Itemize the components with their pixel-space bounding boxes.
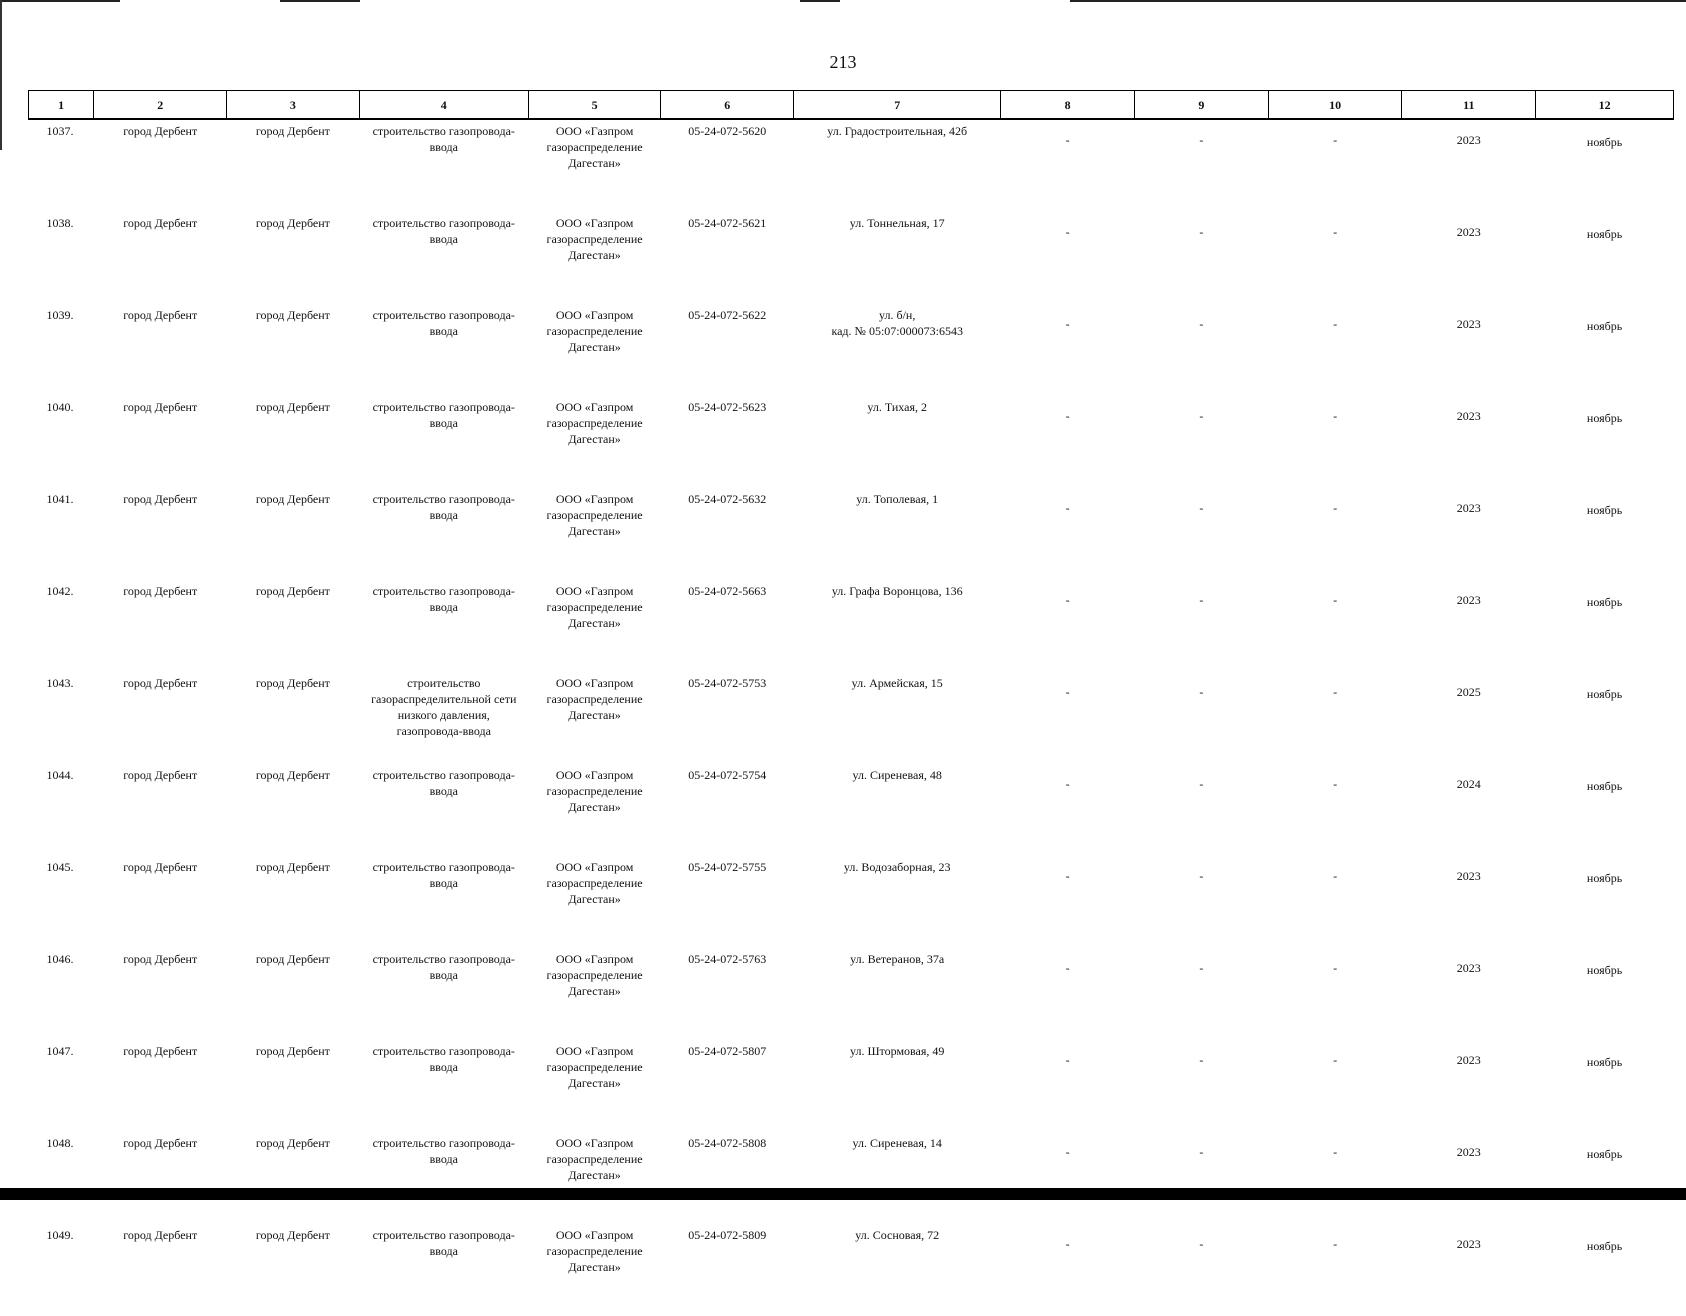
table-row [29,304,1674,396]
row-number: 1047. [46,1044,74,1058]
table-row [29,1040,1674,1132]
column-9-value: - [1199,501,1204,515]
municipality: город Дербент [123,952,198,966]
column-header: 11 [1402,91,1536,120]
row-number: 1040. [46,400,74,414]
address: ул. Градостроительная, 42б [827,124,968,138]
column-10-value: - [1333,593,1338,607]
municipality: город Дербент [123,584,198,598]
municipality: город Дербент [123,1136,198,1150]
month: ноябрь [1586,595,1623,609]
organization: ООО «Газпром газораспределение Дагестан» [546,1136,643,1182]
column-9-value: - [1199,593,1204,607]
address: ул. Армейская, 15 [851,676,943,690]
row-number: 1048. [46,1136,74,1150]
municipality: город Дербент [123,216,198,230]
municipality: город Дербент [123,124,198,138]
work-type: строительство газопровода-ввода [372,308,515,338]
table-row [29,948,1674,1040]
row-number: 1045. [46,860,74,874]
registry-number: 05-24-072-5807 [688,1044,767,1058]
work-type: строительство газопровода-ввода [372,124,515,154]
column-header: 5 [528,91,661,120]
year: 2023 [1456,593,1481,607]
column-8-value: - [1065,225,1070,239]
address: ул. Тоннельная, 17 [849,216,945,230]
month: ноябрь [1586,1239,1623,1253]
work-type: строительство газопровода-ввода [372,1044,515,1074]
settlement: город Дербент [255,1044,330,1058]
organization: ООО «Газпром газораспределение Дагестан» [546,860,643,906]
settlement: город Дербент [255,952,330,966]
address: ул. Сосновая, 72 [855,1228,940,1242]
column-header: 10 [1268,91,1402,120]
settlement: город Дербент [255,860,330,874]
row-number: 1039. [46,308,74,322]
organization: ООО «Газпром газораспределение Дагестан» [546,492,643,538]
column-10-value: - [1333,869,1338,883]
year: 2025 [1456,685,1481,699]
column-10-value: - [1333,409,1338,423]
page-number: 213 [829,52,857,72]
table-row [29,488,1674,580]
year: 2023 [1456,501,1481,515]
municipality: город Дербент [123,492,198,506]
year: 2023 [1456,1237,1481,1251]
column-10-value: - [1333,961,1338,975]
row-number: 1042. [46,584,74,598]
registry-number: 05-24-072-5623 [688,400,767,414]
registry-number: 05-24-072-5763 [688,952,767,966]
column-header: 3 [227,91,360,120]
column-8-value: - [1065,593,1070,607]
organization: ООО «Газпром газораспределение Дагестан» [546,952,643,998]
month: ноябрь [1586,411,1623,425]
address: ул. Тихая, 2 [867,400,927,414]
year: 2023 [1456,1053,1481,1067]
registry-number: 05-24-072-5753 [688,676,767,690]
work-type: строительство газопровода-ввода [372,1136,515,1166]
column-8-value: - [1065,777,1070,791]
address: ул. Графа Воронцова, 136 [831,584,963,598]
table-row [29,396,1674,488]
address: ул. Сиреневая, 48 [852,768,942,782]
column-10-value: - [1333,501,1338,515]
work-type: строительство газопровода-ввода [372,400,515,430]
column-9-value: - [1199,1237,1204,1251]
table-row [29,1224,1674,1316]
registry-number: 05-24-072-5808 [688,1136,767,1150]
organization: ООО «Газпром газораспределение Дагестан» [546,676,643,722]
table-row [29,1132,1674,1224]
year: 2023 [1456,225,1481,239]
year: 2023 [1456,869,1481,883]
column-8-value: - [1065,685,1070,699]
registry-number: 05-24-072-5809 [688,1228,767,1242]
organization: ООО «Газпром газораспределение Дагестан» [546,584,643,630]
column-10-value: - [1333,1145,1338,1159]
column-10-value: - [1333,777,1338,791]
scan-bottom-edge [0,1188,1686,1200]
month: ноябрь [1586,779,1623,793]
column-8-value: - [1065,1145,1070,1159]
organization: ООО «Газпром газораспределение Дагестан» [546,308,643,354]
row-number: 1046. [46,952,74,966]
organization: ООО «Газпром газораспределение Дагестан» [546,1228,643,1274]
registry-number: 05-24-072-5663 [688,584,767,598]
registry-number: 05-24-072-5620 [688,124,767,138]
column-8-value: - [1065,961,1070,975]
column-header: 4 [359,91,528,120]
month: ноябрь [1586,963,1623,977]
month: ноябрь [1586,687,1623,701]
column-9-value: - [1199,317,1204,331]
year: 2023 [1456,133,1481,147]
column-9-value: - [1199,133,1204,147]
column-header: 8 [1001,91,1135,120]
organization: ООО «Газпром газораспределение Дагестан» [546,216,643,262]
settlement: город Дербент [255,400,330,414]
column-header: 1 [29,91,94,120]
table-row [29,764,1674,856]
registry-number: 05-24-072-5622 [688,308,767,322]
address: ул. Тополевая, 1 [856,492,939,506]
column-8-value: - [1065,317,1070,331]
month: ноябрь [1586,1147,1623,1161]
table-row [29,212,1674,304]
column-9-value: - [1199,869,1204,883]
month: ноябрь [1586,227,1623,241]
settlement: город Дербент [255,124,330,138]
settlement: город Дербент [255,1136,330,1150]
year: 2023 [1456,409,1481,423]
settlement: город Дербент [255,1228,330,1242]
table-row [29,119,1674,212]
settlement: город Дербент [255,492,330,506]
work-type: строительство газопровода-ввода [372,492,515,522]
column-8-value: - [1065,1237,1070,1251]
column-9-value: - [1199,1053,1204,1067]
municipality: город Дербент [123,1044,198,1058]
month: ноябрь [1586,319,1623,333]
municipality: город Дербент [123,1228,198,1242]
row-number: 1044. [46,768,74,782]
column-9-value: - [1199,961,1204,975]
row-number: 1038. [46,216,74,230]
address: ул. Штормовая, 49 [849,1044,945,1058]
column-10-value: - [1333,1237,1338,1251]
register-table [28,90,1674,1316]
row-number: 1043. [46,676,74,690]
column-9-value: - [1199,777,1204,791]
settlement: город Дербент [255,768,330,782]
column-header: 6 [661,91,794,120]
column-header: 9 [1134,91,1268,120]
work-type: строительство газопровода-ввода [372,1228,515,1258]
column-10-value: - [1333,317,1338,331]
address: ул. Водозаборная, 23 [843,860,951,874]
work-type: строительство газопровода-ввода [372,768,515,798]
row-number: 1041. [46,492,74,506]
settlement: город Дербент [255,676,330,690]
row-number: 1049. [46,1228,74,1242]
table-row [29,856,1674,948]
settlement: город Дербент [255,308,330,322]
address: ул. Сиреневая, 14 [852,1136,942,1150]
registry-number: 05-24-072-5755 [688,860,767,874]
month: ноябрь [1586,503,1623,517]
work-type: строительство газопровода-ввода [372,216,515,246]
work-type: строительство газопровода-ввода [372,584,515,614]
column-9-value: - [1199,225,1204,239]
column-10-value: - [1333,133,1338,147]
year: 2023 [1456,317,1481,331]
registry-number: 05-24-072-5621 [688,216,767,230]
column-9-value: - [1199,685,1204,699]
work-type: строительство газораспределительной сети низкого давления, газопровода-ввода [371,676,517,738]
column-9-value: - [1199,409,1204,423]
table-row [29,580,1674,672]
column-10-value: - [1333,225,1338,239]
column-10-value: - [1333,1053,1338,1067]
column-header: 7 [794,91,1001,120]
year: 2023 [1456,1145,1481,1159]
registry-number: 05-24-072-5632 [688,492,767,506]
address: ул. б/н, кад. № 05:07:000073:6543 [831,308,963,338]
municipality: город Дербент [123,768,198,782]
organization: ООО «Газпром газораспределение Дагестан» [546,1044,643,1090]
organization: ООО «Газпром газораспределение Дагестан» [546,400,643,446]
column-8-value: - [1065,501,1070,515]
registry-number: 05-24-072-5754 [688,768,767,782]
address: ул. Ветеранов, 37а [850,952,945,966]
work-type: строительство газопровода-ввода [372,952,515,982]
municipality: город Дербент [123,308,198,322]
table-row [29,672,1674,764]
column-header: 12 [1536,91,1674,120]
municipality: город Дербент [123,400,198,414]
month: ноябрь [1586,135,1623,149]
scan-top-edge [0,0,1686,3]
column-10-value: - [1333,685,1338,699]
work-type: строительство газопровода-ввода [372,860,515,890]
settlement: город Дербент [255,216,330,230]
column-8-value: - [1065,1053,1070,1067]
header-row [29,91,1674,120]
month: ноябрь [1586,1055,1623,1069]
scan-left-edge [0,0,2,150]
settlement: город Дербент [255,584,330,598]
year: 2023 [1456,961,1481,975]
row-number: 1037. [46,124,74,138]
organization: ООО «Газпром газораспределение Дагестан» [546,768,643,814]
month: ноябрь [1586,871,1623,885]
column-8-value: - [1065,409,1070,423]
municipality: город Дербент [123,860,198,874]
column-8-value: - [1065,133,1070,147]
column-8-value: - [1065,869,1070,883]
municipality: город Дербент [123,676,198,690]
column-header: 2 [94,91,227,120]
year: 2024 [1456,777,1481,791]
organization: ООО «Газпром газораспределение Дагестан» [546,124,643,170]
column-9-value: - [1199,1145,1204,1159]
